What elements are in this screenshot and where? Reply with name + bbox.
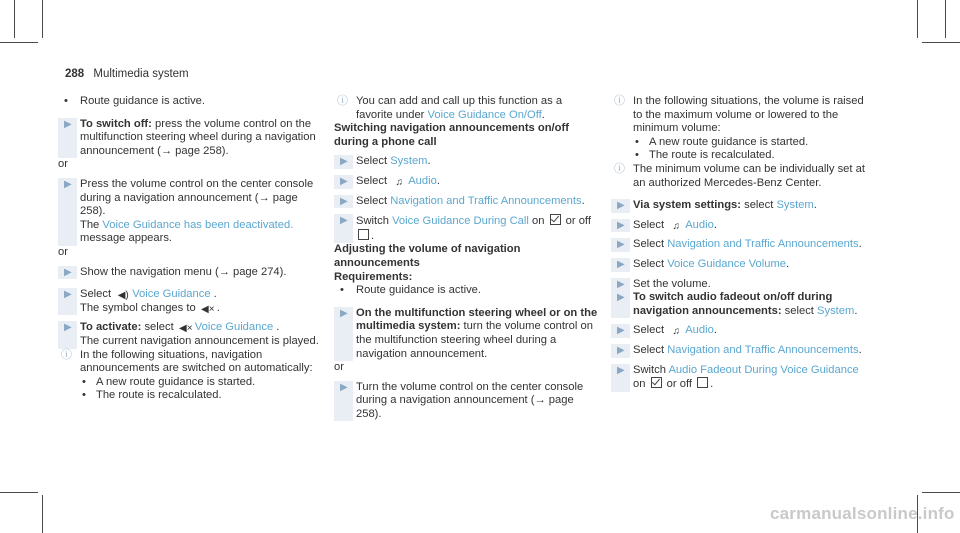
list-item: • The route is recalculated. [82,389,222,402]
step-arrow-icon: ▶ [617,258,625,270]
step: ▶ To switch audio fadeout on/off during navigation announcements: select System. [611,291,876,318]
step: ▶ Select ◀) Voice Guidance . The symbol changes to ◀× . [58,288,323,315]
step: ▶ Select Navigation and Traffic Announcements. [611,238,876,252]
step-arrow-icon: ▶ [617,219,625,231]
crop-mark [945,0,946,38]
step: ▶ On the multifunction steering wheel or on the multimedia system: turn the volume control on the multifunction steering wheel during a navigation announcement. [334,307,599,361]
info-note: ⓘ In the following situations, navigation announcements are switched on automatically: [61,348,313,375]
crop-mark [922,492,960,493]
step: ▶ To activate: select ◀× Voice Guidance . The current navigation announcement is played. [58,321,323,348]
step-arrow-icon: ▶ [340,156,348,168]
list-item: • A new route guidance is started. [82,375,256,388]
crop-mark [42,0,43,38]
column-2 [334,95,599,421]
step-arrow-icon: ▶ [64,178,72,190]
step-arrow-icon: ▶ [340,175,348,187]
voice-muted-icon: ◀× [201,303,215,315]
step-arrow-icon: ▶ [340,381,348,393]
step: ▶ Switch Audio Fadeout During Voice Guidance on or off . [611,364,876,392]
step: ▶ Press the volume control on the center console during a navigation announcement (→ page 258). The Voice Guidance has been deactivated. message appears. [58,178,323,246]
step-arrow-icon: ▶ [617,325,625,337]
step-arrow-icon: ▶ [340,215,348,227]
step-arrow-icon: ▶ [617,364,625,376]
step: ▶ Set the volume. [611,278,876,292]
section-heading: Switching navigation announcements on/off during a phone call [334,122,569,148]
step-arrow-icon: ▶ [617,292,625,304]
audio-icon: ♫ [672,220,680,232]
or-text: or [58,158,68,171]
step: ▶ Select Voice Guidance Volume. [611,258,876,272]
step: ▶ Select ♫ Audio. [334,175,599,189]
info-icon: ⓘ [614,95,625,107]
step-arrow-icon: ▶ [340,307,348,319]
crop-mark [922,42,960,43]
list-item: • A new route guidance is started. [635,135,809,148]
step: ▶ Show the navigation menu (→ page 274). [58,266,323,280]
page-header [65,68,189,80]
step-arrow-icon: ▶ [617,200,625,212]
list-item: • Route guidance is active. [340,284,482,297]
info-icon: ⓘ [337,95,348,107]
step-arrow-icon: ▶ [617,344,625,356]
list-item: • The route is recalculated. [635,149,775,162]
info-note: ⓘ In the following situations, the volume is raised to the maximum volume or lowered to the minimum volume: [614,95,864,135]
step: ▶ Select ♫ Audio. [611,324,876,338]
crop-mark [917,0,918,38]
crop-mark [0,492,38,493]
info-icon: ⓘ [614,162,625,175]
or-text: or [334,361,344,374]
voice-guidance-icon: ◀) [117,290,129,302]
step: ▶ Select Navigation and Traffic Announcements. [611,344,876,358]
step: ▶ Select ♫ Audio. [611,219,876,233]
crop-mark [42,495,43,533]
checkbox-on-icon [550,214,561,225]
step: ▶ Select System. [334,155,599,169]
step: ▶ To switch off: press the volume control on the multifunction steering wheel during a navigation announcement (→ page 258). [58,118,323,159]
step-arrow-icon: ▶ [340,195,348,207]
step-arrow-icon: ▶ [64,322,72,334]
checkbox-off-icon [697,377,708,388]
audio-icon: ♫ [395,176,403,188]
voice-muted-icon: ◀× [179,323,193,335]
step-arrow-icon: ▶ [617,239,625,251]
crop-mark [0,42,38,43]
crop-mark [14,0,15,38]
section-heading: Adjusting the volume of navigation announcements [334,243,521,269]
page-number: 288 [65,68,85,80]
step-arrow-icon: ▶ [64,289,72,301]
info-note: ⓘ The minimum volume can be individually set at an authorized Mercedes-Benz Center. [614,162,865,189]
section-title: Multimedia system [93,68,189,80]
step: ▶ Select Navigation and Traffic Announcements. [334,195,599,209]
checkbox-on-icon [651,377,662,388]
step-arrow-icon: ▶ [617,278,625,290]
watermark: carmanualsonline.info [770,504,955,523]
audio-icon: ♫ [672,326,680,338]
step: ▶ Switch Voice Guidance During Call on or off . [334,214,599,243]
checkbox-off-icon [358,229,369,240]
list-item: • Route guidance is active. [64,95,206,107]
or-text: or [58,245,68,258]
column-3 [611,95,876,392]
step-arrow-icon: ▶ [64,266,72,278]
info-note: ⓘ You can add and call up this function as a favorite under Voice Guidance On/Off. [337,95,563,121]
column-1 [58,95,323,403]
step: ▶ Via system settings: select System. [611,199,876,213]
step-arrow-icon: ▶ [64,118,72,130]
info-icon: ⓘ [61,348,72,361]
requirements-label: Requirements: [334,270,413,283]
step: ▶ Turn the volume control on the center console during a navigation announcement (→ page 258). [334,381,599,422]
